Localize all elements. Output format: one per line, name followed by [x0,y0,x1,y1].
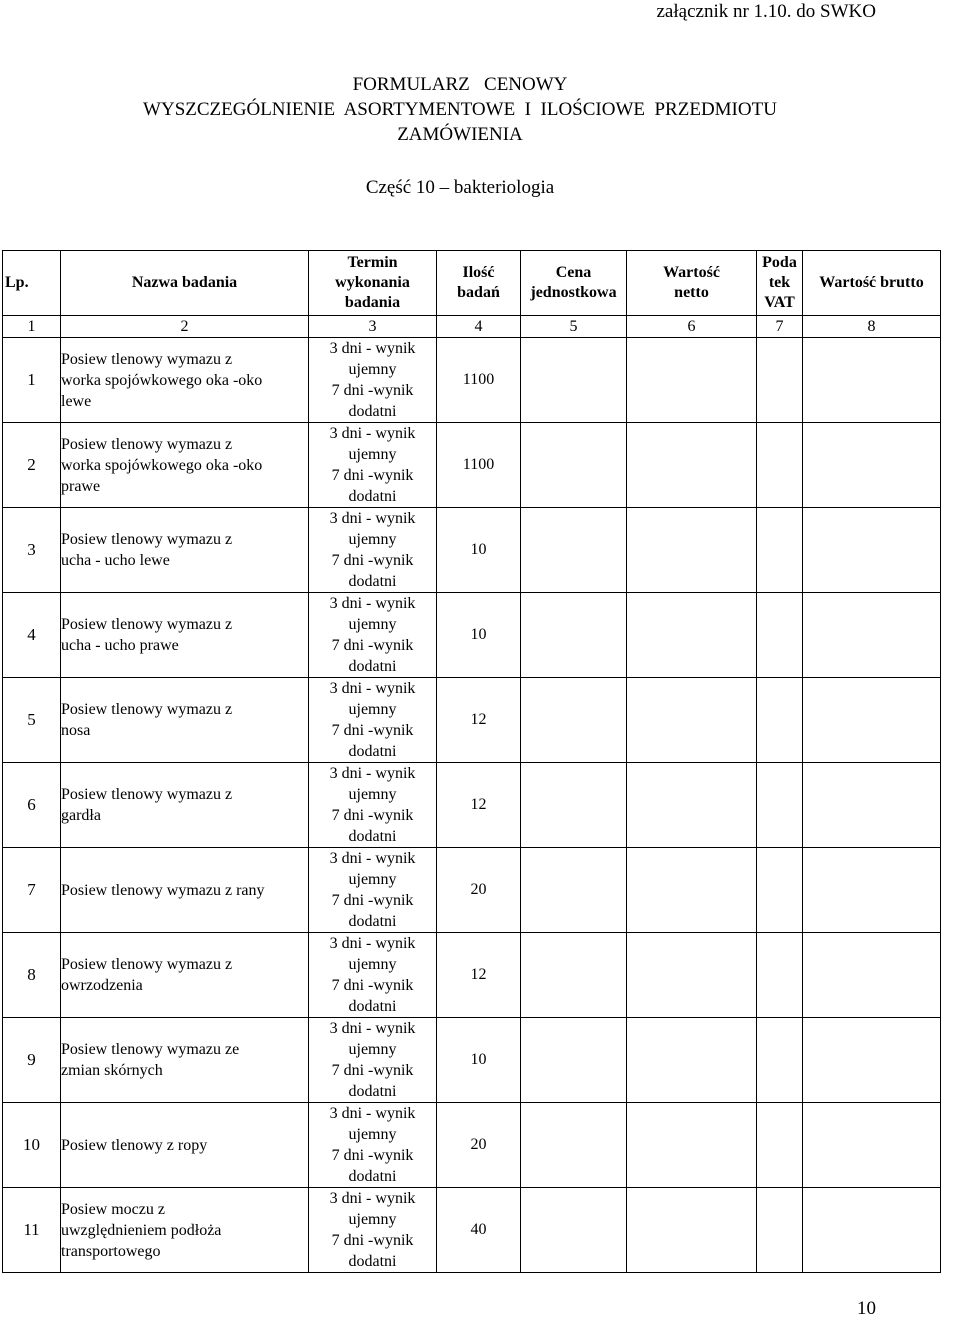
column-number: 3 [309,316,437,338]
row-term-line: dodatni [348,998,397,1015]
row-term-line: 7 dni -wynik [331,552,414,569]
row-term-line: 3 dni - wynik [329,1190,416,1207]
document-title [0,72,920,147]
title-line: FORMULARZ CENOWY [352,74,568,95]
row-net-cell [627,1103,757,1188]
row-name [61,1103,309,1188]
row-price-cell [521,1103,627,1188]
row-vat-cell [757,508,803,593]
row-net-cell [627,933,757,1018]
row-name [61,763,309,848]
column-number: 5 [521,316,627,338]
header-lp: Lp. [3,251,61,316]
header-row [3,251,941,316]
row-qty: 1100 [437,338,521,423]
row-term-line: 3 dni - wynik [329,765,416,782]
header-vat-line: VAT [764,294,795,311]
row-qty: 10 [437,593,521,678]
row-term [309,593,437,678]
row-term [309,933,437,1018]
row-name [61,848,309,933]
table-row [3,848,941,933]
row-term-line: 3 dni - wynik [329,510,416,527]
row-term-line: 7 dni -wynik [331,1232,414,1249]
row-term-line: 7 dni -wynik [331,977,414,994]
row-net-cell [627,1188,757,1273]
row-price-cell [521,1188,627,1273]
header-term-line: wykonania [335,274,410,291]
row-price-cell [521,338,627,423]
table-row [3,508,941,593]
row-vat-cell [757,848,803,933]
column-number: 2 [61,316,309,338]
row-term-line: dodatni [348,828,397,845]
header-term-line: Termin [347,254,398,271]
row-term-line: ujemny [348,616,397,633]
row-name [61,423,309,508]
header-qty-line: badań [457,284,500,301]
header-gross: Wartość brutto [803,251,941,316]
row-term [309,338,437,423]
row-lp: 9 [3,1018,61,1103]
row-term [309,1018,437,1103]
row-name [61,338,309,423]
row-name-line: Posiew tlenowy wymazu z [61,616,233,633]
row-lp: 10 [3,1103,61,1188]
row-lp: 8 [3,933,61,1018]
column-number: 7 [757,316,803,338]
row-term-line: 3 dni - wynik [329,1020,416,1037]
title-line: ZAMÓWIENIA [397,124,523,145]
title-line: WYSZCZEGÓLNIENIE ASORTYMENTOWE I ILOŚCIOWE PRZEDMIOTU [143,99,777,120]
row-lp: 4 [3,593,61,678]
row-term-line: 7 dni -wynik [331,807,414,824]
row-term-line: 3 dni - wynik [329,595,416,612]
table-row [3,763,941,848]
row-term-line: ujemny [348,531,397,548]
header-vat [757,251,803,316]
row-name-line: owrzodzenia [61,977,143,994]
row-qty: 20 [437,1103,521,1188]
header-net-line: netto [674,284,709,301]
row-name-line: ucha - ucho prawe [61,637,179,654]
table-row [3,423,941,508]
row-name-line: Posiew tlenowy wymazu z [61,701,233,718]
row-lp: 6 [3,763,61,848]
row-lp: 1 [3,338,61,423]
row-vat-cell [757,338,803,423]
row-net-cell [627,338,757,423]
row-name-line: Posiew tlenowy wymazu z [61,350,233,368]
row-term-line: dodatni [348,658,397,675]
row-vat-cell [757,763,803,848]
page-number: 10 [857,1298,876,1319]
row-net-cell [627,678,757,763]
row-gross-cell [803,1188,941,1273]
row-term-line: dodatni [348,1168,397,1185]
row-gross-cell [803,933,941,1018]
row-price-cell [521,593,627,678]
row-name-line: gardła [61,807,101,824]
row-name-line: Posiew tlenowy z ropy [61,1136,208,1154]
row-net-cell [627,848,757,933]
row-lp: 7 [3,848,61,933]
row-vat-cell [757,423,803,508]
row-qty: 20 [437,848,521,933]
row-term-line: dodatni [348,1253,397,1270]
row-term-line: ujemny [348,1041,397,1058]
attachment-label: załącznik nr 1.10. do SWKO [656,1,876,22]
row-term-line: 3 dni - wynik [329,850,416,867]
table-row [3,1103,941,1188]
row-price-cell [521,933,627,1018]
row-name-line: Posiew tlenowy wymazu z [61,956,233,973]
row-qty: 10 [437,1018,521,1103]
row-term [309,508,437,593]
row-term-line: 3 dni - wynik [329,1105,416,1122]
header-net [627,251,757,316]
row-name-line: worka spojówkowego oka -oko [61,371,263,389]
column-number: 1 [3,316,61,338]
row-name-line: Posiew moczu z [61,1200,165,1218]
row-term-line: ujemny [348,786,397,803]
header-qty-line: Ilość [462,264,495,281]
row-vat-cell [757,678,803,763]
row-qty: 12 [437,678,521,763]
document-subtitle: Część 10 – bakteriologia [365,177,555,198]
header-vat-line: tek [768,274,791,291]
row-term-line: dodatni [348,743,397,760]
row-net-cell [627,508,757,593]
row-net-cell [627,763,757,848]
row-lp: 3 [3,508,61,593]
header-term [309,251,437,316]
row-term-line: 7 dni -wynik [331,467,414,484]
row-term-line: 7 dni -wynik [331,1147,414,1164]
row-vat-cell [757,1103,803,1188]
row-name [61,933,309,1018]
row-net-cell [627,1018,757,1103]
row-vat-cell [757,933,803,1018]
row-term [309,848,437,933]
row-term-line: ujemny [348,956,397,973]
header-price-line: jednostkowa [530,284,617,301]
row-term-line: 3 dni - wynik [329,680,416,697]
row-term-line: dodatni [348,1083,397,1100]
row-term-line: ujemny [348,446,397,463]
row-term [309,1103,437,1188]
table-row [3,593,941,678]
header-vat-line: Poda [762,254,797,271]
table-row [3,1188,941,1273]
row-name [61,593,309,678]
row-term-line: dodatni [348,403,397,420]
row-name-line: lewe [61,392,92,410]
row-vat-cell [757,1188,803,1273]
row-gross-cell [803,1103,941,1188]
header-name: Nazwa badania [61,251,309,316]
row-name-line: zmian skórnych [61,1062,163,1079]
header-qty [437,251,521,316]
row-price-cell [521,763,627,848]
row-name-line: Posiew tlenowy wymazu z [61,531,233,548]
column-number: 6 [627,316,757,338]
row-term [309,423,437,508]
row-term-line: 7 dni -wynik [331,382,414,399]
row-name [61,1018,309,1103]
header-price [521,251,627,316]
row-qty: 40 [437,1188,521,1273]
row-qty: 12 [437,763,521,848]
row-qty: 1100 [437,423,521,508]
row-name [61,508,309,593]
table-row [3,933,941,1018]
row-name-line: Posiew tlenowy wymazu z rany [61,881,265,899]
header-term-line: badania [344,294,401,311]
row-term-line: dodatni [348,488,397,505]
row-term-line: dodatni [348,573,397,590]
row-term [309,1188,437,1273]
row-net-cell [627,423,757,508]
column-number: 8 [803,316,941,338]
row-qty: 12 [437,933,521,1018]
row-name-line: ucha - ucho lewe [61,552,170,569]
header-price-line: Cena [555,264,592,281]
row-gross-cell [803,763,941,848]
price-form-table [2,250,941,1273]
row-gross-cell [803,593,941,678]
table-row [3,1018,941,1103]
row-term-line: ujemny [348,701,397,718]
row-term-line: dodatni [348,913,397,930]
row-net-cell [627,593,757,678]
row-name-line: Posiew tlenowy wymazu z [61,435,233,453]
row-gross-cell [803,423,941,508]
row-name-line: Posiew tlenowy wymazu ze [61,1041,240,1058]
row-name-line: Posiew tlenowy wymazu z [61,786,233,803]
row-lp: 5 [3,678,61,763]
row-name-line: prawe [61,477,101,495]
row-gross-cell [803,678,941,763]
row-price-cell [521,1018,627,1103]
row-lp: 2 [3,423,61,508]
row-gross-cell [803,508,941,593]
row-name [61,1188,309,1273]
row-term-line: 7 dni -wynik [331,637,414,654]
column-number-row [3,316,941,338]
row-name-line: nosa [61,722,91,739]
row-term-line: 3 dni - wynik [329,340,416,357]
row-term-line: 7 dni -wynik [331,1062,414,1079]
row-lp: 11 [3,1188,61,1273]
row-name-line: worka spojówkowego oka -oko [61,456,263,474]
column-number: 4 [437,316,521,338]
row-term-line: 7 dni -wynik [331,722,414,739]
row-gross-cell [803,338,941,423]
row-name [61,678,309,763]
row-term-line: 3 dni - wynik [329,425,416,442]
row-price-cell [521,848,627,933]
row-term-line: ujemny [348,871,397,888]
row-term-line: 3 dni - wynik [329,935,416,952]
row-term-line: 7 dni -wynik [331,892,414,909]
row-term-line: ujemny [348,1211,397,1228]
row-term-line: ujemny [348,1126,397,1143]
row-gross-cell [803,1018,941,1103]
row-qty: 10 [437,508,521,593]
row-price-cell [521,508,627,593]
row-gross-cell [803,848,941,933]
row-term [309,763,437,848]
row-vat-cell [757,1018,803,1103]
row-term [309,678,437,763]
row-price-cell [521,678,627,763]
row-name-line: uwzględnieniem podłoża [61,1221,222,1239]
row-name-line: transportowego [61,1242,161,1260]
row-price-cell [521,423,627,508]
row-term-line: ujemny [348,361,397,378]
header-net-line: Wartość [663,264,720,281]
row-vat-cell [757,593,803,678]
table-row [3,678,941,763]
table-row [3,338,941,423]
